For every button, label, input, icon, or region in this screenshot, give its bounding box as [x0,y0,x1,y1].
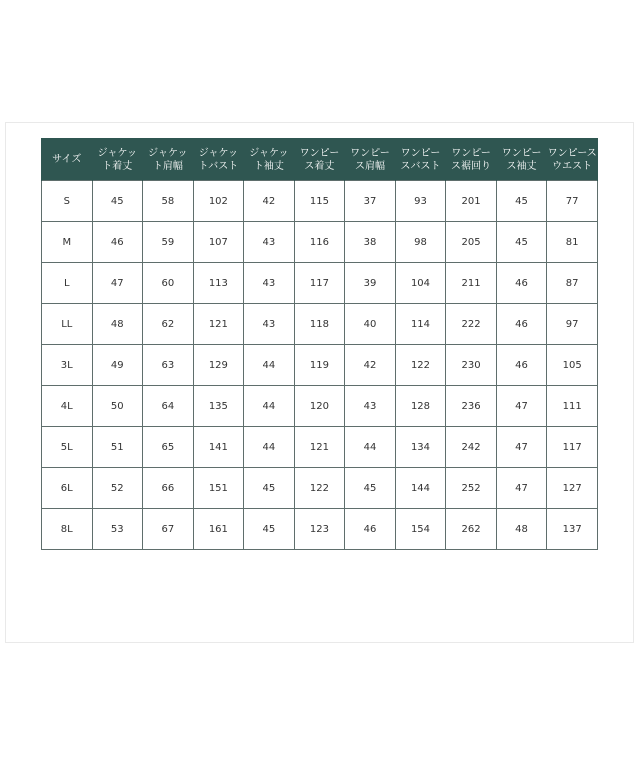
header-dress-waist-line-1: ワンピース [547,147,597,159]
cell-value: 45 [345,468,396,509]
header-jacket-bust-line-1: ジャケッ [198,147,239,159]
cell-value: 81 [547,222,598,263]
cell-value: 137 [547,509,598,550]
cell-value: 107 [193,222,244,263]
cell-value: 47 [92,263,143,304]
cell-value: 211 [446,263,497,304]
header-dress-shoulder-line-2: ス肩幅 [354,160,385,172]
cell-value: 46 [496,304,547,345]
cell-value: 104 [395,263,446,304]
header-jacket-shoulder-line-2: ト肩幅 [152,160,183,172]
header-size-line-1: サイズ [52,154,82,165]
cell-value: 47 [496,427,547,468]
cell-size: S [42,181,93,222]
header-dress-length [294,139,345,181]
header-dress-waist [547,139,598,181]
cell-value: 51 [92,427,143,468]
cell-value: 44 [244,386,295,427]
cell-value: 39 [345,263,396,304]
cell-value: 67 [143,509,194,550]
cell-value: 46 [496,263,547,304]
cell-value: 52 [92,468,143,509]
cell-value: 121 [193,304,244,345]
cell-value: 128 [395,386,446,427]
cell-value: 47 [496,386,547,427]
cell-size: 4L [42,386,93,427]
cell-value: 230 [446,345,497,386]
cell-value: 151 [193,468,244,509]
cell-value: 64 [143,386,194,427]
cell-value: 120 [294,386,345,427]
cell-value: 118 [294,304,345,345]
cell-value: 97 [547,304,598,345]
cell-size: 8L [42,509,93,550]
cell-value: 44 [244,427,295,468]
cell-value: 222 [446,304,497,345]
cell-value: 201 [446,181,497,222]
cell-value: 47 [496,468,547,509]
header-jacket-bust-line-2: トバスト [198,160,239,172]
table-row [42,222,598,263]
cell-value: 113 [193,263,244,304]
cell-value: 42 [345,345,396,386]
cell-value: 63 [143,345,194,386]
header-dress-sleeve-line-1: ワンピー [501,147,542,159]
cell-value: 58 [143,181,194,222]
header-jacket-length-line-1: ジャケッ [97,147,137,159]
cell-value: 37 [345,181,396,222]
table-row [42,427,598,468]
cell-value: 48 [496,509,547,550]
cell-value: 135 [193,386,244,427]
header-jacket-shoulder-line-1: ジャケッ [148,147,188,159]
header-size [42,139,93,181]
header-dress-hem [446,139,497,181]
size-chart-table [41,138,598,550]
cell-value: 122 [294,468,345,509]
cell-value: 40 [345,304,396,345]
cell-value: 98 [395,222,446,263]
cell-value: 141 [193,427,244,468]
cell-size: LL [42,304,93,345]
table-row [42,304,598,345]
table-body [42,181,598,550]
cell-value: 117 [547,427,598,468]
header-dress-bust [395,139,446,181]
table-row [42,386,598,427]
cell-value: 45 [244,468,295,509]
cell-value: 262 [446,509,497,550]
cell-value: 42 [244,181,295,222]
cell-value: 44 [345,427,396,468]
cell-value: 122 [395,345,446,386]
cell-size: 5L [42,427,93,468]
cell-value: 93 [395,181,446,222]
cell-value: 205 [446,222,497,263]
header-dress-hem-line-2: ス裾回り [451,160,492,172]
cell-value: 43 [244,222,295,263]
cell-value: 43 [345,386,396,427]
header-dress-sleeve-line-2: ス袖丈 [506,160,537,172]
cell-value: 129 [193,345,244,386]
cell-value: 105 [547,345,598,386]
cell-value: 46 [496,345,547,386]
table-row [42,181,598,222]
table-row [42,345,598,386]
cell-value: 116 [294,222,345,263]
cell-value: 53 [92,509,143,550]
header-jacket-shoulder [143,139,194,181]
header-dress-shoulder [345,139,396,181]
header-dress-length-line-1: ワンピー [299,147,340,159]
cell-value: 87 [547,263,598,304]
cell-value: 252 [446,468,497,509]
cell-value: 60 [143,263,194,304]
cell-value: 62 [143,304,194,345]
cell-size: 6L [42,468,93,509]
cell-value: 134 [395,427,446,468]
header-jacket-bust [193,139,244,181]
header-jacket-sleeve-line-2: ト袖丈 [253,160,284,172]
cell-value: 161 [193,509,244,550]
header-dress-bust-line-1: ワンピー [400,147,441,159]
header-dress-length-line-2: ス着丈 [304,160,335,172]
cell-value: 45 [244,509,295,550]
cell-value: 43 [244,263,295,304]
cell-value: 115 [294,181,345,222]
cell-value: 123 [294,509,345,550]
header-row [42,139,598,181]
cell-value: 50 [92,386,143,427]
cell-value: 66 [143,468,194,509]
cell-value: 114 [395,304,446,345]
header-dress-sleeve [496,139,547,181]
cell-value: 59 [143,222,194,263]
header-dress-shoulder-line-1: ワンピー [350,147,390,159]
header-dress-waist-line-2: ウエスト [552,160,593,172]
table-row [42,468,598,509]
header-jacket-length [92,139,143,181]
cell-value: 154 [395,509,446,550]
cell-value: 46 [345,509,396,550]
cell-value: 46 [92,222,143,263]
cell-value: 43 [244,304,295,345]
cell-value: 236 [446,386,497,427]
cell-value: 242 [446,427,497,468]
cell-value: 45 [496,181,547,222]
cell-value: 38 [345,222,396,263]
cell-value: 77 [547,181,598,222]
table-row [42,263,598,304]
cell-value: 119 [294,345,345,386]
cell-value: 65 [143,427,194,468]
table-row [42,509,598,550]
cell-value: 111 [547,386,598,427]
header-dress-hem-line-1: ワンピー [451,147,491,159]
cell-value: 121 [294,427,345,468]
header-dress-bust-line-2: スバスト [400,160,441,172]
cell-size: 3L [42,345,93,386]
header-jacket-sleeve-line-1: ジャケッ [249,147,289,159]
cell-value: 45 [92,181,143,222]
cell-value: 49 [92,345,143,386]
cell-value: 144 [395,468,446,509]
cell-value: 117 [294,263,345,304]
cell-value: 44 [244,345,295,386]
cell-value: 102 [193,181,244,222]
header-jacket-sleeve [244,139,295,181]
cell-size: L [42,263,93,304]
cell-value: 127 [547,468,598,509]
header-jacket-length-line-2: ト着丈 [102,160,133,172]
cell-value: 45 [496,222,547,263]
cell-size: M [42,222,93,263]
cell-value: 48 [92,304,143,345]
